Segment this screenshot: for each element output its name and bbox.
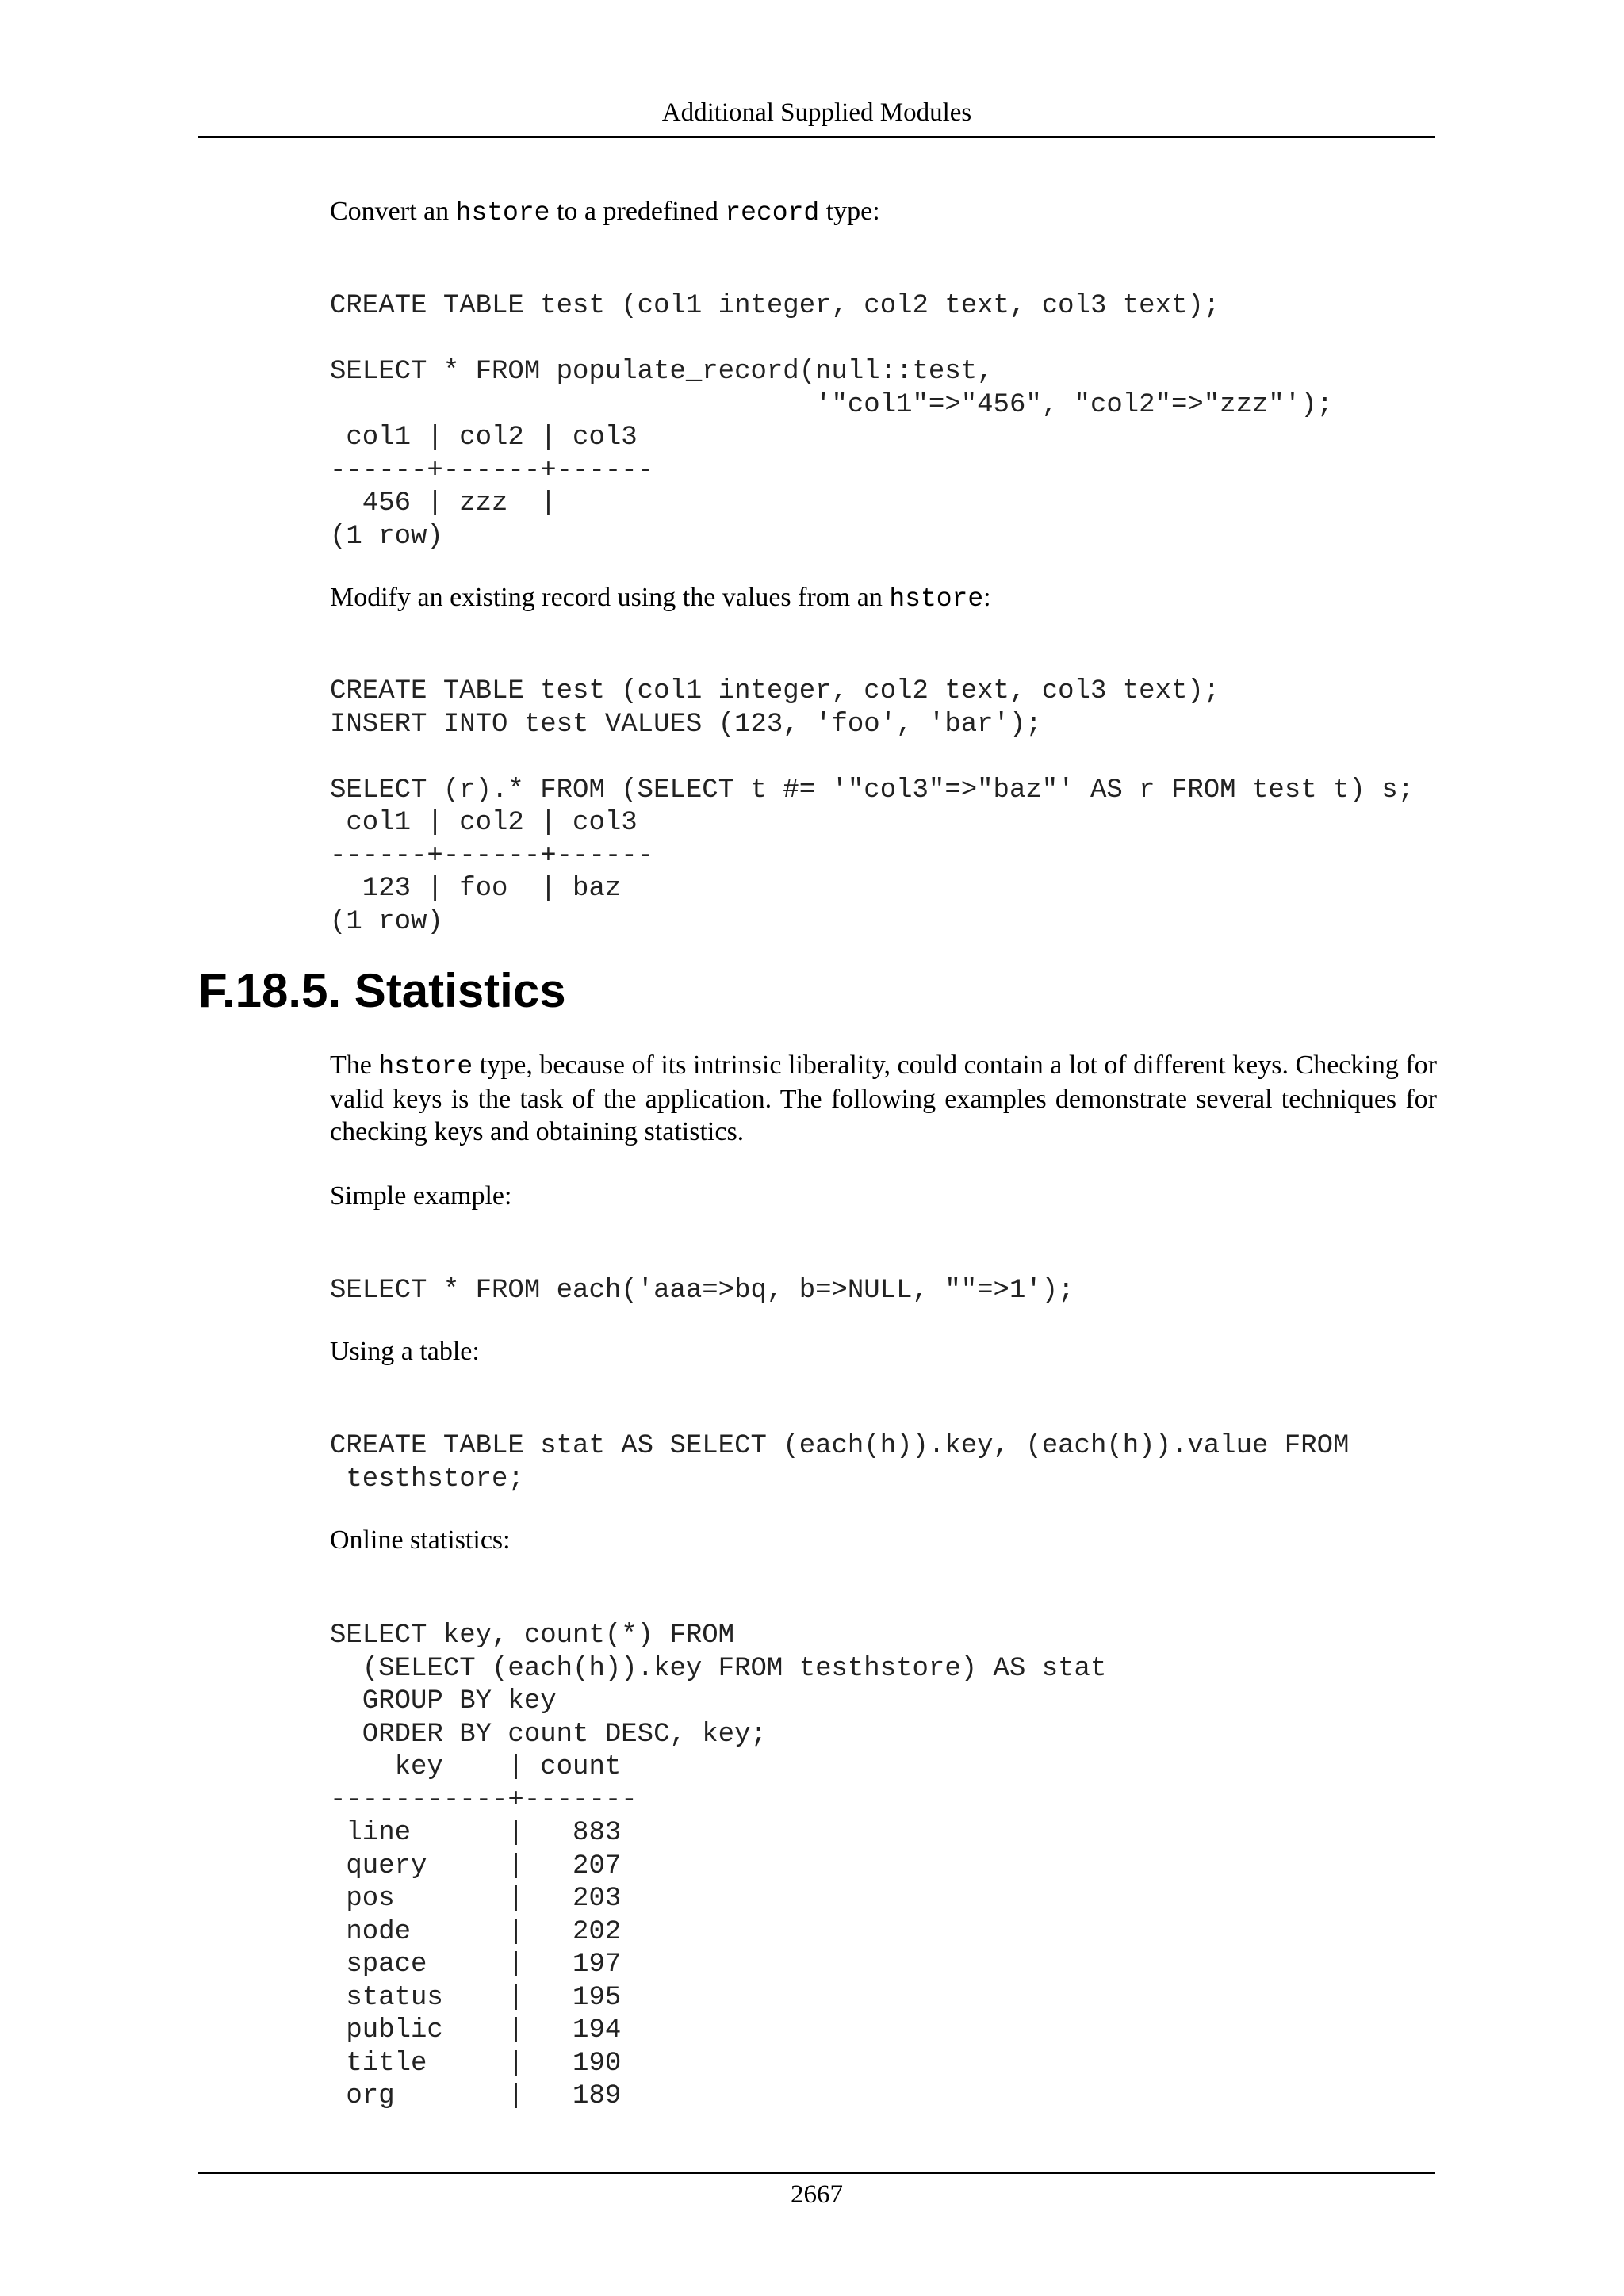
text-segment: : xyxy=(983,583,991,612)
code-block-simple-example: SELECT * FROM each('aaa=>bq, b=>NULL, ""=>1'); xyxy=(330,1276,1074,1306)
inline-code-hstore: hstore xyxy=(455,198,550,228)
text-segment: The xyxy=(330,1050,379,1080)
text-segment: to a predefined xyxy=(550,197,726,226)
section-heading-statistics xyxy=(198,961,566,1021)
inline-code-record: record xyxy=(725,198,820,228)
text-segment: Modify an existing record using the values from an xyxy=(330,583,890,612)
footer-rule xyxy=(198,2172,1435,2174)
paragraph-online-statistics: Online statistics: xyxy=(330,1525,511,1555)
paragraph-simple-example: Simple example: xyxy=(330,1181,512,1211)
text-segment: type, because of its intrinsic liberality, could contain a lot of different keys. Checking for valid keys is the task of the application. The following examples demonstrate several techniques for checking keys and obtaining statistics. xyxy=(330,1050,1438,1146)
code-block-online-statistics: SELECT key, count(*) FROM (SELECT (each(h)).key FROM testhstore) AS stat GROUP BY key ORDER BY count DESC, key; key | count -----------+------- line | 883 query | 207 pos | 203 node | 202 space | 197 status | 195 public | 194 title | 190 org | 189 xyxy=(330,1621,1107,2111)
code-block-populate-record: CREATE TABLE test (col1 integer, col2 text, col3 text); SELECT * FROM populate_record(null::test, '"col1"=>"456", "col2"=>"zzz"'); col1 | col2 | col3 ------+------+------ 456 | zzz | (1 row) xyxy=(330,291,1334,552)
section-number: F.18.5. xyxy=(198,964,342,1017)
text-segment: type: xyxy=(819,197,880,226)
paragraph-modify-record xyxy=(330,581,1437,615)
page-number: 2667 xyxy=(791,2180,843,2209)
text-segment: Convert an xyxy=(330,197,456,226)
paragraph-convert-record xyxy=(330,195,1437,229)
inline-code-hstore: hstore xyxy=(889,584,984,614)
section-title-text: Statistics xyxy=(354,964,566,1017)
code-block-modify-record: CREATE TABLE test (col1 integer, col2 text, col3 text); INSERT INTO test VALUES (123, 'foo', 'bar'); SELECT (r).* FROM (SELECT t #= '"col3"=>"baz"' AS r FROM test t) s; col1 | col2 | col3 ------+------+------ 123 | foo | baz (1 row) xyxy=(330,676,1415,937)
header-rule xyxy=(198,136,1435,138)
code-block-create-stat-table: CREATE TABLE stat AS SELECT (each(h)).key, (each(h)).value FROM testhstore; xyxy=(330,1431,1350,1494)
paragraph-statistics-intro xyxy=(330,1049,1437,1148)
inline-code-hstore: hstore xyxy=(378,1052,473,1081)
running-header: Additional Supplied Modules xyxy=(661,98,972,127)
paragraph-using-table: Using a table: xyxy=(330,1337,480,1366)
